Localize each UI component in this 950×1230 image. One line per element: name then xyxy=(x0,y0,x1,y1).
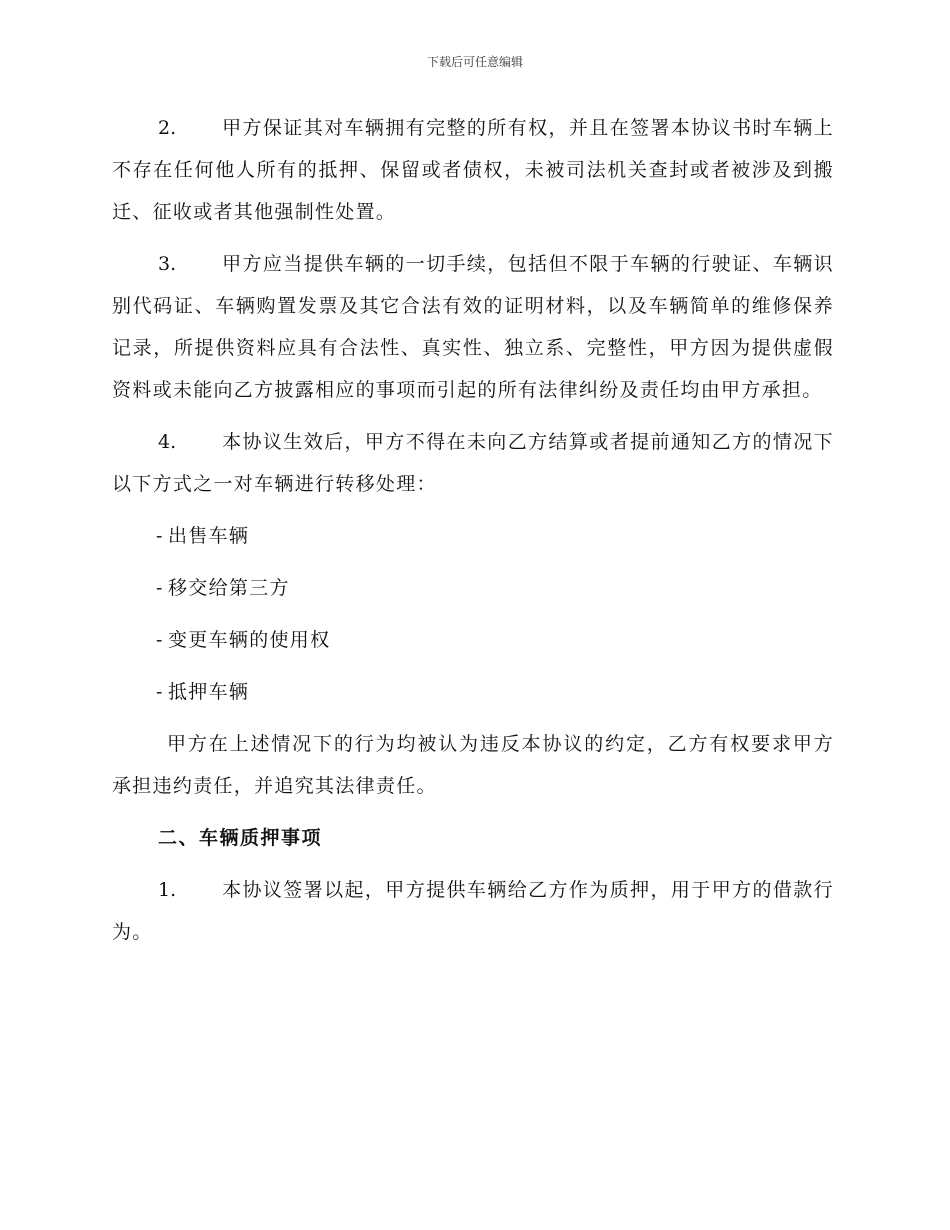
clause-number: 1. xyxy=(158,879,177,901)
bullet-dash: - xyxy=(156,681,164,703)
clause-text: 甲方保证其对车辆拥有完整的所有权，并且在签署本协议书时车辆上不存在任何他人所有的抵押、保留或者债权，未被司法机关查封或者被涉及到搬迁、征收或者其他强制性处置。 xyxy=(112,117,834,223)
clause-3 xyxy=(112,243,834,411)
section-heading: 二、车辆质押事项 xyxy=(158,827,323,849)
list-item xyxy=(112,567,834,609)
list-item-text: 移交给第三方 xyxy=(168,577,290,599)
clause-number: 2. xyxy=(158,117,177,139)
list-item xyxy=(112,515,834,557)
clause-number: 3. xyxy=(158,253,177,275)
list-item xyxy=(112,619,834,661)
clause-text: 本协议签署以起，甲方提供车辆给乙方作为质押，用于甲方的借款行为。 xyxy=(112,879,834,943)
clause-4 xyxy=(112,421,834,505)
document-body xyxy=(112,107,834,963)
clause-2 xyxy=(112,107,834,233)
list-item-text: 变更车辆的使用权 xyxy=(168,629,331,651)
list-item-text: 出售车辆 xyxy=(168,525,250,547)
bullet-dash: - xyxy=(156,525,164,547)
bullet-dash: - xyxy=(156,577,164,599)
list-item xyxy=(112,671,834,713)
list-item-text: 抵押车辆 xyxy=(168,681,250,703)
bullet-dash: - xyxy=(156,629,164,651)
breach-paragraph: 甲方在上述情况下的行为均被认为违反本协议的约定，乙方有权要求甲方承担违约责任，并追究其法律责任。 xyxy=(112,733,834,797)
clause-number: 4. xyxy=(158,431,177,453)
clause-text: 本协议生效后，甲方不得在未向乙方结算或者提前通知乙方的情况下以下方式之一对车辆进行转移处理： xyxy=(112,431,834,495)
page-header: 下载后可任意编辑 xyxy=(426,55,523,69)
clause-1 xyxy=(112,869,834,953)
clause-text: 甲方应当提供车辆的一切手续，包括但不限于车辆的行驶证、车辆识别代码证、车辆购置发票及其它合法有效的证明材料，以及车辆简单的维修保养记录，所提供资料应具有合法性、真实性、独立系、完整性，甲方因为提供虚假资料或未能向乙方披露相应的事项而引起的所有法律纠纷及责任均由甲方承担。 xyxy=(112,253,834,401)
